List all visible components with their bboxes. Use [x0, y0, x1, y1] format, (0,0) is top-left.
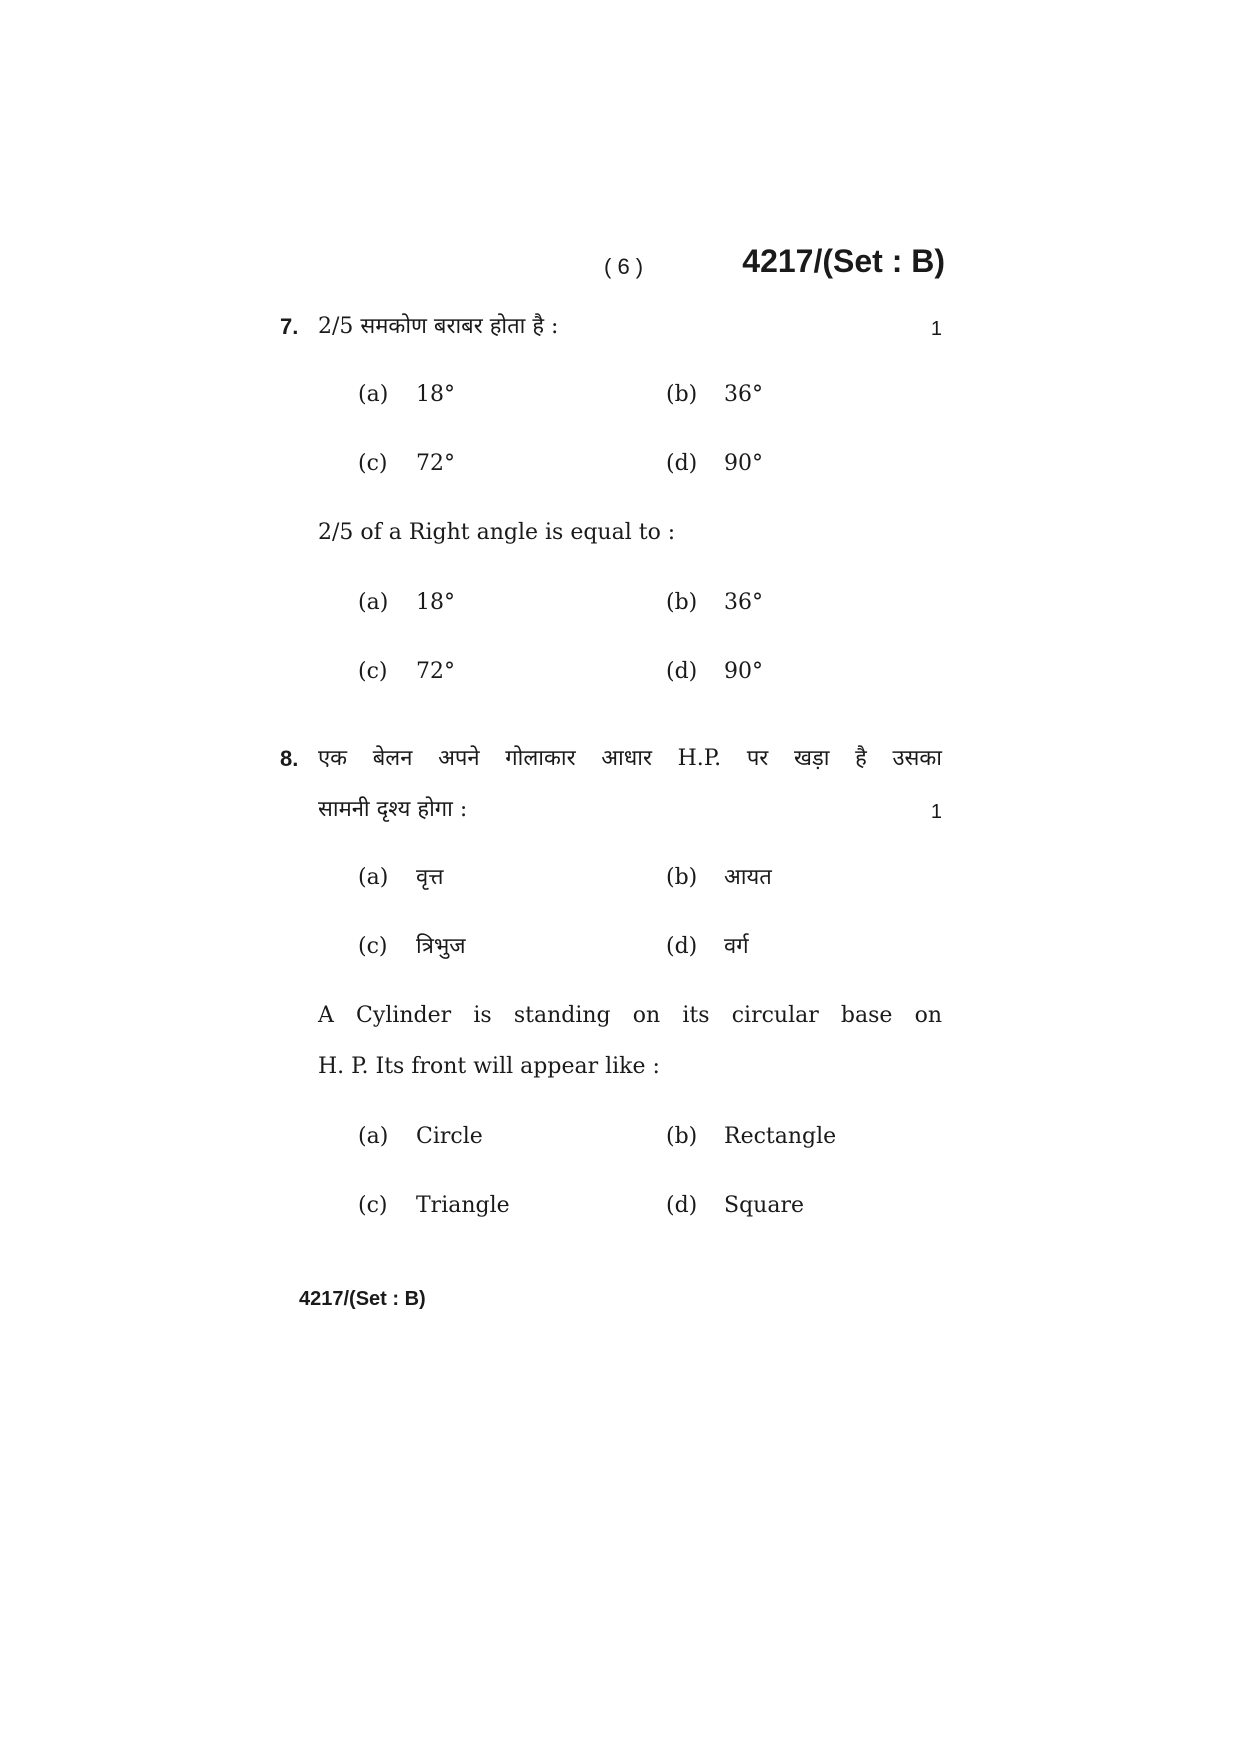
option-text: त्रिभुज: [416, 934, 466, 959]
option-c: [358, 1191, 510, 1221]
option-label: (b): [666, 865, 698, 890]
question-8-hindi-line1: [280, 744, 942, 774]
option-label: (a): [358, 382, 389, 407]
option-d: [666, 449, 763, 479]
option-label: (c): [358, 934, 388, 959]
option-text: 36°: [724, 590, 763, 615]
option-text: 18°: [416, 590, 455, 615]
option-label: (d): [666, 451, 698, 476]
option-text: Triangle: [416, 1193, 510, 1218]
option-label: (a): [358, 1124, 389, 1149]
option-d: [666, 657, 763, 687]
question-marks: 1: [930, 318, 942, 340]
option-c: [358, 657, 455, 687]
option-label: (c): [358, 659, 388, 684]
option-label: (d): [666, 659, 698, 684]
option-label: (c): [358, 451, 388, 476]
option-c: [358, 449, 455, 479]
paper-code-footer: 4217/(Set : B): [299, 1288, 426, 1310]
question-text: एक बेलन अपने गोलाकार आधार H.P. पर खड़ा है उसका: [318, 746, 942, 771]
option-b: [666, 863, 772, 893]
option-text: वृत्त: [416, 865, 444, 890]
option-label: (b): [666, 1124, 698, 1149]
question-text: A Cylinder is standing on its circular base on: [318, 1003, 942, 1028]
question-text: 2/5 of a Right angle is equal to :: [318, 520, 676, 545]
question-number: 8.: [280, 746, 299, 771]
option-c: [358, 932, 466, 962]
option-b: [666, 1122, 836, 1152]
option-a: [358, 1122, 483, 1152]
option-label: (d): [666, 934, 698, 959]
page-number: ( 6 ): [604, 254, 644, 279]
option-label: (b): [666, 382, 698, 407]
option-label: (a): [358, 590, 389, 615]
paper-code-header: 4217/(Set : B): [742, 243, 945, 279]
option-text: Square: [724, 1193, 804, 1218]
option-label: (c): [358, 1193, 388, 1218]
option-d: [666, 932, 749, 962]
question-marks: 1: [930, 801, 942, 823]
option-a: [358, 380, 455, 410]
option-text: 18°: [416, 382, 455, 407]
option-label: (d): [666, 1193, 698, 1218]
option-text: आयत: [724, 865, 772, 890]
question-8-english-line1: [318, 1001, 942, 1031]
option-text: Circle: [416, 1124, 483, 1149]
option-b: [666, 380, 763, 410]
question-text: H. P. Its front will appear like :: [318, 1054, 660, 1079]
option-d: [666, 1191, 804, 1221]
option-text: वर्ग: [724, 934, 749, 959]
option-text: 72°: [416, 659, 455, 684]
option-text: 72°: [416, 451, 455, 476]
question-text: सामनी दृश्य होगा :: [318, 797, 468, 822]
option-a: [358, 588, 455, 618]
question-number: 7.: [280, 314, 299, 339]
option-label: (a): [358, 865, 389, 890]
option-text: 36°: [724, 382, 763, 407]
option-text: 90°: [724, 451, 763, 476]
option-b: [666, 588, 763, 618]
question-7-english: [318, 518, 946, 548]
option-text: 90°: [724, 659, 763, 684]
question-8-english-line2: [318, 1052, 946, 1082]
question-8-hindi-line2: [318, 795, 946, 825]
question-text: 2/5 समकोण बराबर होता है :: [318, 314, 559, 339]
option-label: (b): [666, 590, 698, 615]
option-text: Rectangle: [724, 1124, 837, 1149]
option-a: [358, 863, 443, 893]
question-7-hindi: [280, 312, 946, 342]
